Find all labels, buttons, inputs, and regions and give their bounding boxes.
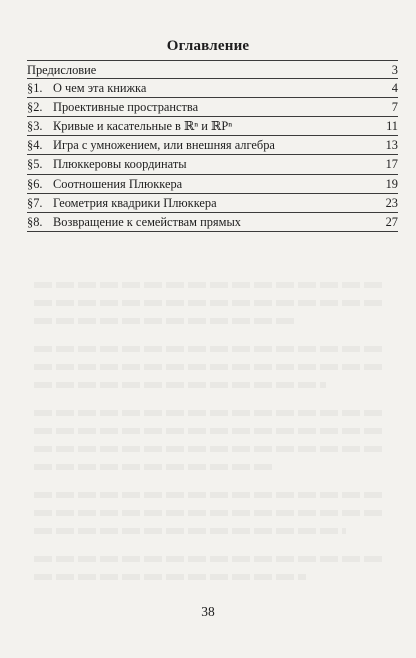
toc-section-number: §1. [27,81,43,96]
show-through-texture [34,510,386,516]
toc-title: Оглавление [166,38,250,54]
toc-row-section-5[interactable] [27,155,398,174]
toc-entry-label: О чем эта книжка [53,81,147,96]
toc-entry-label: Предисловие [27,63,97,77]
toc-entry-label: Игра с умножением, или внешняя алгебра [53,138,275,153]
toc-entry-page: 11 [386,119,398,134]
show-through-texture [34,382,326,388]
show-through-texture [34,574,306,580]
toc-row-section-3[interactable] [27,117,398,136]
toc-entry-label: Кривые и касательные в ℝⁿ и ℝPⁿ [53,119,233,134]
toc-entry-page: 23 [385,195,398,210]
show-through-texture [34,346,386,352]
show-through-texture [34,492,386,498]
show-through-texture [34,528,346,534]
show-through-texture [34,556,386,562]
show-through-texture [34,428,386,434]
show-through-texture [34,364,386,370]
toc-section-number: §4. [27,138,43,153]
toc-row-section-1[interactable] [27,79,398,98]
toc-entry-page: 27 [385,214,398,229]
toc-entry-label: Соотношения Плюккера [53,176,183,191]
toc-entry-page: 19 [385,176,398,191]
toc-row-section-7[interactable] [27,194,398,213]
show-through-texture [34,410,386,416]
show-through-texture [34,300,386,306]
toc-entry-label: Проективные пространства [53,100,199,115]
toc-entry-page: 17 [385,157,398,172]
toc-entry-label: Плюккеровы координаты [53,157,187,172]
toc-entry-page: 3 [391,63,398,77]
toc-section-number: §6. [27,176,43,191]
show-through-texture [34,318,296,324]
page-number: 38 [201,604,215,619]
toc-entry-page: 4 [391,81,398,96]
toc-row-section-6[interactable] [27,175,398,194]
toc-section-number: §3. [27,119,43,134]
show-through-texture [34,446,386,452]
toc-entry-label: Геометрия квадрики Плюккера [53,195,217,210]
toc-entry-label: Возвращение к семействам прямых [53,214,241,229]
toc-row-section-8[interactable] [27,213,398,232]
toc-row-section-4[interactable] [27,136,398,155]
show-through-texture [34,464,276,470]
toc-row-preface[interactable] [27,60,398,79]
toc-row-section-2[interactable] [27,98,398,117]
toc-section-number: §8. [27,214,43,229]
toc-section-number: §2. [27,100,43,115]
toc-section-number: §7. [27,195,43,210]
toc-entry-page: 13 [385,138,398,153]
toc-section-number: §5. [27,157,43,172]
table-of-contents [27,60,398,232]
toc-entry-page: 7 [391,100,398,115]
show-through-texture [34,282,386,288]
